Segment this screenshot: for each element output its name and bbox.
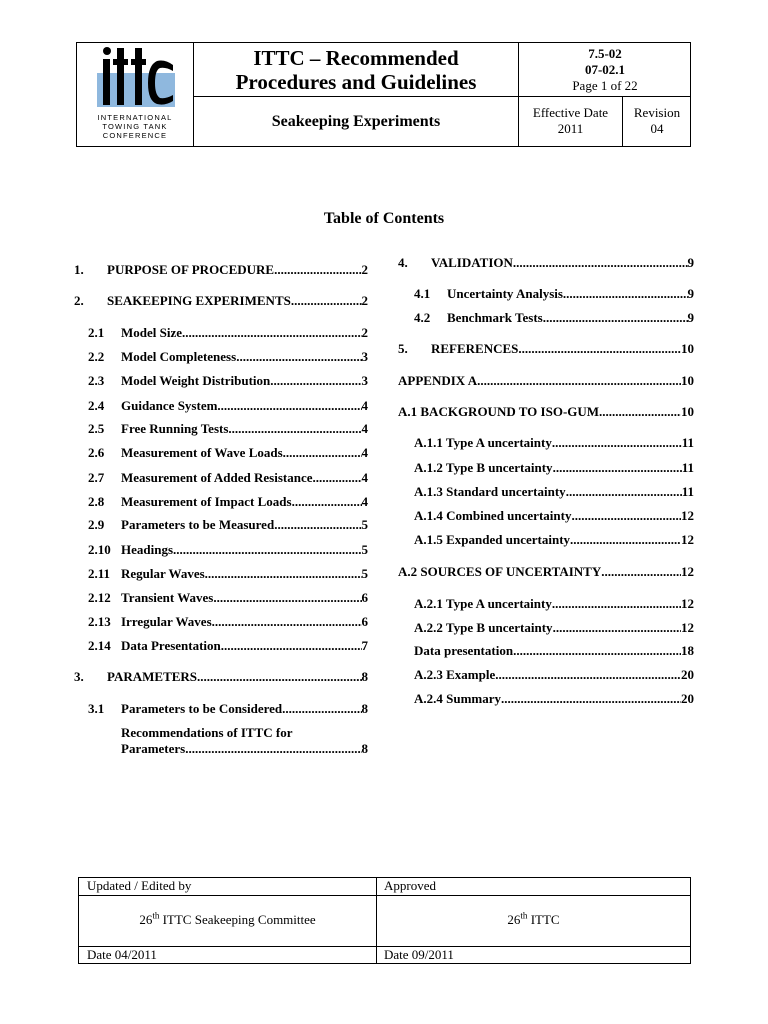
toc-entry[interactable] (88, 590, 368, 606)
toc-entry-leader (274, 517, 361, 533)
revision-cell (623, 97, 691, 147)
toc-entry-leader (513, 255, 688, 271)
toc-entry-number: 2.11 (88, 566, 111, 581)
toc-entry-label: A.2.1 Type A uncertainty (414, 596, 552, 611)
toc-entry-label: Data presentation (414, 643, 514, 658)
toc-entry[interactable] (414, 596, 694, 612)
toc-entry-label: Benchmark Tests (447, 310, 543, 325)
toc-entry-leader (601, 564, 681, 580)
toc-entry-leader (282, 701, 361, 717)
ittc-logo-mark (77, 43, 193, 113)
toc-entry[interactable] (88, 494, 368, 510)
title-line1: ITTC – Recommended (253, 46, 459, 70)
toc-entry[interactable] (398, 564, 694, 580)
toc-entry-page: 10 (681, 373, 694, 388)
toc-entry-number: 2.3 (88, 373, 105, 388)
toc-entry-label: Headings (121, 542, 174, 557)
toc-entry-page: 8 (361, 701, 368, 716)
date-approved: Date 09/2011 (384, 947, 454, 962)
toc-entry-leader (205, 566, 362, 582)
doc-subnumber: 07-02.1 (584, 62, 626, 77)
toc-entry-page: 5 (361, 517, 368, 532)
toc-entry-page: 11 (681, 460, 694, 475)
toc-entry-label: A.1.3 Standard uncertainty (414, 484, 566, 499)
toc-entry-page: 4 (361, 445, 368, 460)
toc-entry-leader (543, 310, 688, 326)
toc-entry-leader (552, 435, 682, 451)
toc-entry-leader (313, 470, 362, 486)
toc-entry-leader (173, 542, 361, 558)
toc-entry[interactable] (414, 460, 694, 476)
toc-entry-label: A.1.2 Type B uncertainty (414, 460, 553, 475)
toc-entry[interactable] (414, 643, 694, 659)
toc-entry[interactable] (414, 435, 694, 451)
toc-entry-page: 3 (361, 349, 368, 364)
toc-entry-leader (553, 620, 681, 636)
toc-entry-label: Parameters (121, 741, 186, 756)
toc-entry-label: Measurement of Added Resistance (121, 470, 313, 485)
toc-entry-label: Model Completeness (121, 349, 237, 364)
toc-entry-label: Model Weight Distribution (121, 373, 271, 388)
toc-entry[interactable] (88, 638, 368, 654)
toc-entry-label: Data Presentation (121, 638, 221, 653)
revision-value: 04 (650, 121, 664, 136)
toc-entry[interactable] (398, 404, 694, 420)
toc-entry-page: 3 (361, 373, 368, 388)
toc-entry-page: 8 (361, 741, 368, 756)
toc-entry-label: Transient Waves (121, 590, 214, 605)
toc-entry-page: 5 (361, 566, 368, 581)
toc-entry-label: Measurement of Impact Loads (121, 494, 292, 509)
toc-entry-page: 4 (361, 494, 368, 509)
toc-entry[interactable] (414, 484, 694, 500)
toc-entry-leader (570, 532, 681, 548)
toc-entry-number: 2.10 (88, 542, 111, 557)
toc-entry-label: Measurement of Wave Loads (121, 445, 283, 460)
toc-entry-number: 3. (74, 669, 84, 684)
toc-entry-page: 7 (361, 638, 368, 653)
toc-entry-number: 1. (74, 262, 84, 277)
toc-entry-leader (501, 691, 681, 707)
toc-entry-label: Model Size (121, 325, 183, 340)
page-count: Page 1 of 22 (572, 78, 638, 93)
toc-entry-page: 12 (681, 532, 694, 547)
toc-entry[interactable] (74, 262, 368, 278)
toc-entry-leader (513, 643, 681, 659)
toc-entry[interactable] (414, 532, 694, 548)
toc-entry-page: 12 (681, 620, 694, 635)
toc-entry-label: A.2 SOURCES OF UNCERTAINTY (398, 564, 602, 579)
toc-entry[interactable] (88, 325, 368, 341)
logo-text-line2: TOWING TANK (102, 122, 168, 131)
toc-entry-page: 2 (361, 293, 368, 308)
toc-entry-leader (197, 669, 361, 685)
toc-entry[interactable] (88, 566, 368, 582)
toc-entry-leader (599, 404, 681, 420)
toc-entry-label: VALIDATION (431, 255, 513, 270)
toc-entry-number: 2.1 (88, 325, 105, 340)
toc-entry-label: Regular Waves (121, 566, 205, 581)
toc-entry-leader (217, 398, 361, 414)
toc-entry-leader (495, 667, 681, 683)
toc-entry-page: 4 (361, 421, 368, 436)
toc-entry-label: Free Running Tests (121, 421, 229, 436)
toc-entry[interactable] (414, 310, 694, 326)
toc-entry-page: 12 (681, 564, 694, 579)
document-subtitle: Seakeeping Experiments (271, 113, 441, 130)
toc-entry-leader (185, 741, 361, 757)
toc-entry-label: SEAKEEPING EXPERIMENTS (107, 293, 291, 308)
toc-entry-label: A.2.3 Example (414, 667, 496, 682)
toc-entry-leader (518, 341, 681, 357)
toc-entry-page: 20 (681, 691, 694, 706)
toc-entry-label: APPENDIX A (398, 373, 478, 388)
title-line2: Procedures and Guidelines (235, 70, 477, 94)
toc-entry-label-line1: Recommendations of ITTC for (121, 725, 293, 740)
toc-entry-page: 2 (361, 262, 368, 277)
toc-entry-label: Uncertainty Analysis (447, 286, 563, 301)
toc-entry[interactable] (88, 542, 368, 558)
toc-entry-page: 9 (687, 286, 694, 301)
toc-entry-number: 4.2 (414, 310, 431, 325)
toc-entry[interactable] (88, 421, 368, 437)
toc-entry-number: 2.13 (88, 614, 111, 629)
logo-text-line1: INTERNATIONAL (97, 113, 173, 122)
toc-entry-number: 5. (398, 341, 408, 356)
toc-entry-leader (213, 590, 361, 606)
toc-entry[interactable] (414, 286, 694, 302)
toc-entry-label: Parameters to be Measured (121, 517, 275, 532)
toc-entry-label: A.1.5 Expanded uncertainty (414, 532, 571, 547)
toc-entry[interactable] (88, 398, 368, 414)
effective-date-label: Effective Date (532, 105, 609, 120)
toc-entry-page: 20 (681, 667, 694, 682)
toc-entry-number: 2.9 (88, 517, 105, 532)
toc-entry[interactable] (414, 620, 694, 636)
toc-entry-page: 12 (681, 508, 694, 523)
updated-label: Updated / Edited by (87, 878, 192, 893)
toc-entry-page: 4 (361, 470, 368, 485)
toc-entry-label: Guidance System (121, 398, 218, 413)
toc-entry[interactable] (398, 255, 694, 271)
toc-entry[interactable] (88, 470, 368, 486)
toc-entry-page: 12 (681, 596, 694, 611)
toc-entry-leader (182, 325, 361, 341)
effective-date-value: 2011 (557, 121, 584, 136)
toc-entry-page: 5 (361, 542, 368, 557)
toc-entry-number: 2.2 (88, 349, 105, 364)
approved-label: Approved (384, 878, 436, 893)
toc-entry-number: 2.4 (88, 398, 105, 413)
toc-entry-leader (563, 286, 688, 302)
doc-number: 7.5-02 (588, 46, 622, 61)
effective-date-cell (519, 97, 622, 147)
toc-entry[interactable] (414, 508, 694, 524)
toc-entry[interactable] (398, 373, 694, 389)
toc-entry-number: 2.5 (88, 421, 105, 436)
toc-entry-leader (477, 373, 681, 389)
toc-entry-leader (228, 421, 361, 437)
toc-entry-number: 2. (74, 293, 84, 308)
toc-entry-number: 2.12 (88, 590, 111, 605)
toc-entry-page: 6 (361, 590, 368, 605)
logo-text-line3: CONFERENCE (102, 131, 168, 140)
updated-by-value: 26th ITTC Seakeeping Committee (139, 910, 316, 927)
toc-entry-label: A.2.2 Type B uncertainty (414, 620, 553, 635)
toc-entry[interactable] (74, 669, 368, 685)
toc-entry[interactable] (88, 701, 368, 717)
toc-entry-page: 9 (687, 310, 694, 325)
date-updated: Date 04/2011 (87, 947, 157, 962)
toc-entry-number: 4. (398, 255, 408, 270)
toc-entry[interactable] (414, 691, 694, 707)
toc-entry-page: 8 (361, 669, 368, 684)
toc-entry-label: REFERENCES (431, 341, 519, 356)
toc-entry-number: 2.6 (88, 445, 105, 460)
toc-entry-label: Irregular Waves (121, 614, 212, 629)
toc-entry-number: 4.1 (414, 286, 431, 301)
toc-entry[interactable] (88, 373, 368, 389)
toc-entry-leader (571, 508, 681, 524)
toc-entry-leader (566, 484, 682, 500)
toc-entry-leader (553, 460, 682, 476)
toc-entry-number: 2.8 (88, 494, 105, 509)
toc-title: Table of Contents (323, 210, 445, 227)
toc-entry-page: 4 (361, 398, 368, 413)
toc-entry-number: 2.14 (88, 638, 111, 653)
toc-entry-label: A.1.1 Type A uncertainty (414, 435, 552, 450)
toc-entry-leader (212, 614, 362, 630)
toc-entry-page: 6 (361, 614, 368, 629)
toc-entry-leader (283, 445, 362, 461)
toc-entry[interactable] (88, 614, 368, 630)
toc-entry[interactable] (88, 741, 368, 757)
toc-entry-leader (274, 262, 361, 278)
toc-entry[interactable] (88, 349, 368, 365)
toc-entry-leader (236, 349, 361, 365)
toc-entry-leader (552, 596, 681, 612)
toc-entry-leader (291, 293, 362, 309)
toc-entry[interactable] (88, 517, 368, 533)
toc-entry[interactable] (74, 293, 368, 309)
toc-entry-page: 11 (681, 435, 694, 450)
toc-entry-page: 2 (361, 325, 368, 340)
toc-entry-page: 9 (687, 255, 694, 270)
toc-entry[interactable] (398, 341, 694, 357)
document-title (194, 43, 518, 96)
toc-entry-label: PURPOSE OF PROCEDURE (107, 262, 275, 277)
toc-entry-page: 11 (681, 484, 694, 499)
revision-label: Revision (633, 105, 681, 120)
toc-entry-label: A.1.4 Combined uncertainty (414, 508, 572, 523)
toc-entry-page: 18 (681, 643, 694, 658)
toc-entry[interactable] (88, 445, 368, 461)
toc-entry-label: A.2.4 Summary (414, 691, 502, 706)
document-number-cell (519, 43, 691, 96)
toc-entry-leader (292, 494, 362, 510)
toc-entry-page: 10 (681, 404, 694, 419)
toc-entry-label: PARAMETERS (107, 669, 198, 684)
toc-entry-page: 10 (681, 341, 694, 356)
document-header (76, 42, 691, 147)
ittc-logo (77, 43, 193, 147)
toc-entry-label: A.1 BACKGROUND TO ISO-GUM (398, 404, 600, 419)
toc-entry-leader (270, 373, 361, 389)
toc-entry-number: 3.1 (88, 701, 105, 716)
toc-entry-number: 2.7 (88, 470, 105, 485)
toc-entry[interactable] (414, 667, 694, 683)
toc-entry-label: Parameters to be Considered (121, 701, 283, 716)
toc-entry-leader (221, 638, 362, 654)
approved-by-value: 26th ITTC (507, 910, 560, 927)
approval-table (78, 877, 691, 964)
